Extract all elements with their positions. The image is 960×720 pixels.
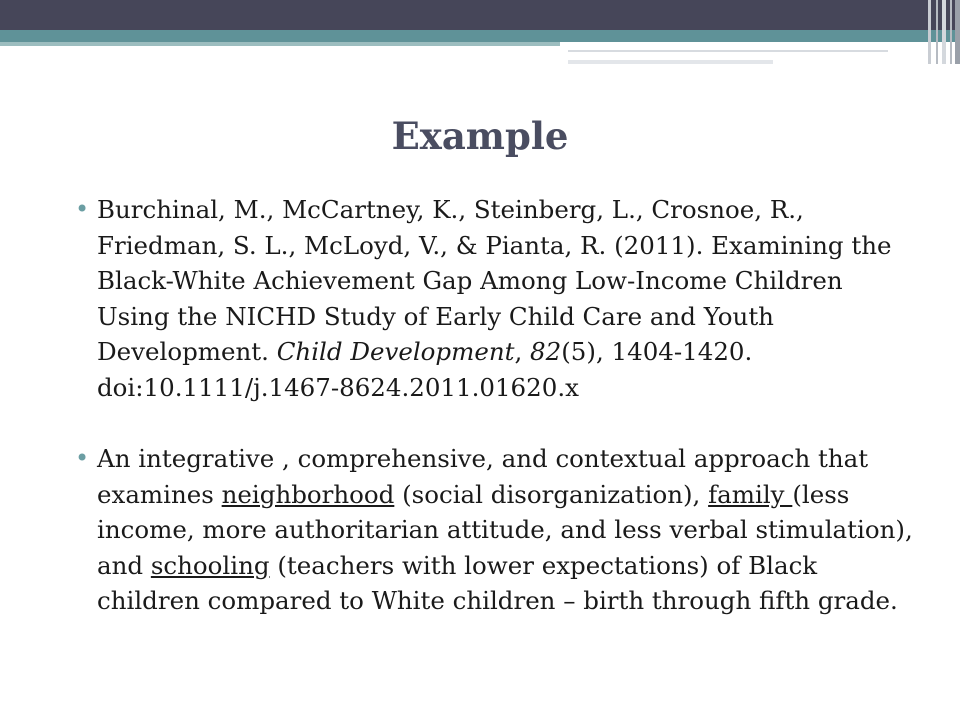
citation-rest: (5), 1404-1420. doi:10.1111/j.1467-8624.2011.01620.x	[97, 337, 753, 402]
header-accent-line	[568, 50, 888, 52]
header-dark-band	[0, 0, 960, 30]
corner-stripe	[942, 0, 946, 64]
description-part-2: (social disorganization),	[394, 479, 709, 509]
description-part-1: An integrative , comprehensive, and contextual approach that examines	[97, 444, 869, 509]
citation-volume: 82	[530, 337, 562, 366]
bullet-icon: •	[75, 444, 90, 472]
citation-journal: Child Development	[276, 337, 515, 366]
bullet-item-description	[75, 441, 915, 619]
description-part-4: (teachers with lower expectations) of Black children compared to White children – birth through fifth grade.	[97, 550, 898, 615]
term-schooling: schooling	[150, 550, 270, 580]
header-teal-band	[0, 30, 960, 42]
corner-stripe	[955, 0, 960, 64]
citation-authors: Burchinal, M., McCartney, K., Steinberg, L., Crosnoe, R., Friedman, S. L., McLoyd, V., & Pianta, R. (2011). Examining the Black-White Achievement Gap Among Low-Income Children Using the NICHD Study of Early Child Care and Youth Development.	[97, 195, 892, 366]
corner-stripe	[950, 0, 952, 64]
slide-title: Example	[391, 114, 569, 158]
header-accent-line-2	[568, 60, 773, 64]
corner-stripe	[928, 0, 931, 64]
description-part-3: (less income, more authoritarian attitude, and less verbal stimulation), and	[97, 479, 913, 580]
bullet-list	[75, 192, 915, 655]
term-neighborhood: neighborhood	[221, 479, 395, 509]
term-family: family	[708, 479, 793, 509]
bullet-icon: •	[75, 195, 90, 223]
header-teal-light-band	[0, 42, 560, 46]
bullet-item-citation	[75, 192, 915, 405]
citation-separator: ,	[514, 337, 531, 366]
corner-stripe	[936, 0, 938, 64]
